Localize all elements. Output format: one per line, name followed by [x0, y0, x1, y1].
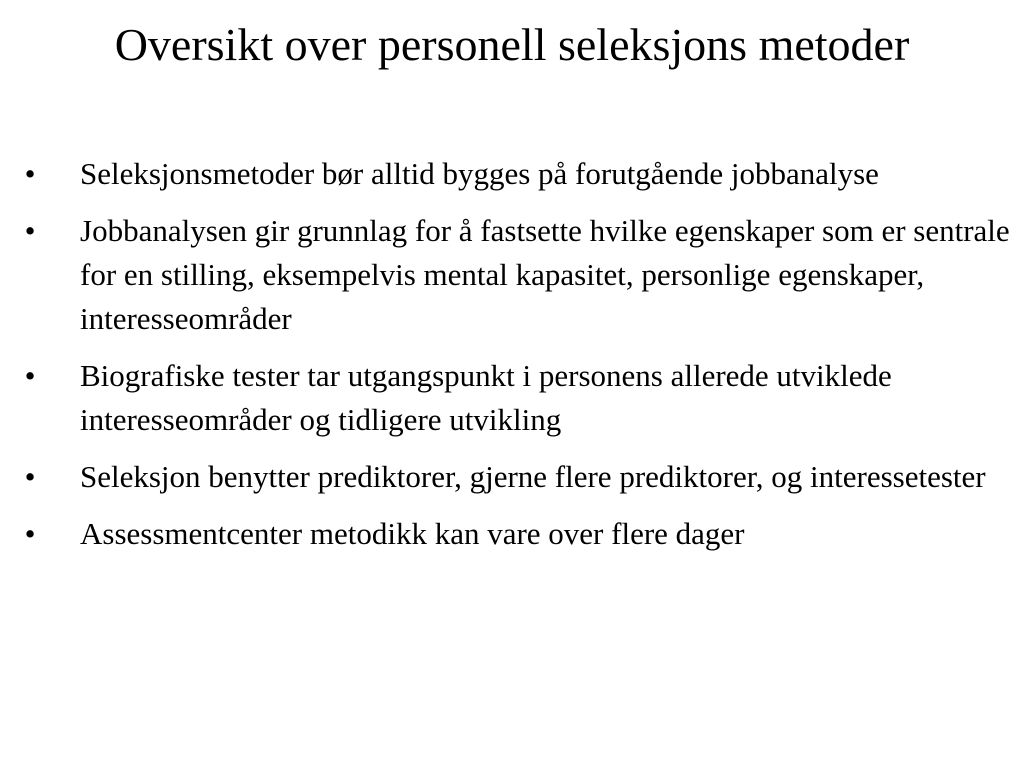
bullet-text: Seleksjonsmetoder bør alltid bygges på forutgående jobbanalyse — [80, 156, 879, 191]
bullet-list — [0, 152, 1024, 569]
bullet-text: Jobbanalysen gir grunnlag for å fastsette hvilke egenskaper som er sentrale for en stilling, eksempelvis mental kapasitet, personlige egenskaper, interesseområder — [80, 213, 1010, 336]
bullet-item — [0, 354, 1024, 442]
slide-title: Oversikt over personell seleksjons metoder — [114, 19, 910, 70]
bullet-dot-icon: • — [24, 213, 36, 248]
bullet-dot-icon: • — [24, 358, 36, 393]
bullet-text: Seleksjon benytter prediktorer, gjerne flere prediktorer, og interessetester — [80, 459, 986, 494]
bullet-item — [0, 152, 1024, 196]
bullet-dot-icon: • — [24, 516, 36, 551]
bullet-text: Biografiske tester tar utgangspunkt i personens allerede utviklede interesseområder og tidligere utvikling — [80, 358, 892, 437]
bullet-item — [0, 512, 1024, 556]
bullet-dot-icon: • — [24, 156, 36, 191]
bullet-text: Assessmentcenter metodikk kan vare over flere dager — [80, 516, 745, 551]
bullet-item — [0, 455, 1024, 499]
bullet-dot-icon: • — [24, 459, 36, 494]
bullet-item — [0, 209, 1024, 341]
